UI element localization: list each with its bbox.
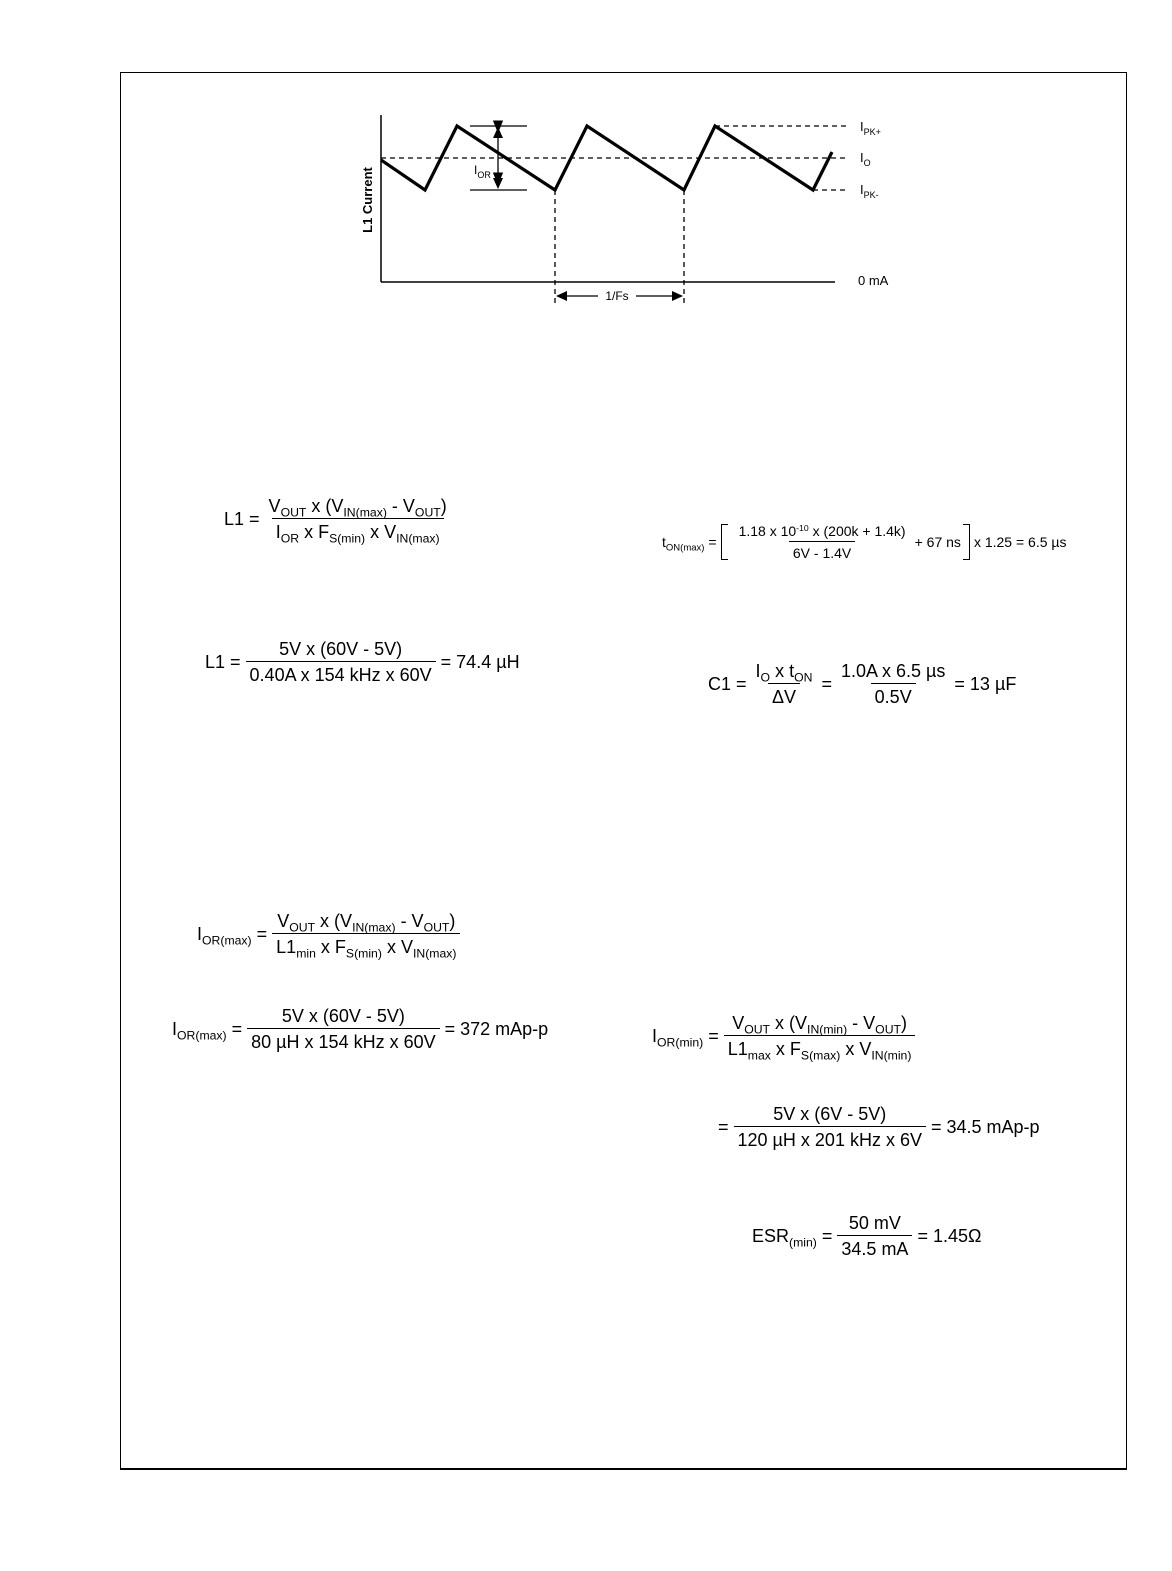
eq-ior-max-numeric: $I_{OR(max)}$ = $\frac{\text{5V x (60V - 5V)}}{\text{80 µH x 154 kHz x 60V}}$ = 372 mAp-p xyxy=(172,1006,549,1052)
eq-ton-max: $t_{ON(max)}$ = $\frac{1.18 x 10^{-10} x (200k + 1.4k)}{6V - 1.4V}$ + 67 ns x 1.25 = 6.5 µs xyxy=(662,522,1067,561)
ipk-minus-label: $I_{PK-}$ xyxy=(860,182,879,200)
ior-arrow-head-down xyxy=(493,178,503,189)
period-arrow-head-left xyxy=(556,291,567,301)
ior-label: $I_{OR}$ xyxy=(474,163,491,180)
ior-arrow-head-up xyxy=(493,127,503,138)
ipk-plus-label: $I_{PK+}$ xyxy=(860,119,881,137)
l1-current-waveform xyxy=(0,0,1172,340)
eq-ior-min-numeric: = $\frac{\text{5V x (6V - 5V)}}{\text{120 µH x 201 kHz x 6V}}$ = 34.5 mAp-p xyxy=(718,1104,1040,1150)
io-label: $I_O$ xyxy=(860,150,871,168)
eq-ior-min-formula: $I_{OR(min)}$ = $\frac{V_{OUT} x (V_{IN(min)} - V_{OUT})}{L1_{max} x F_{S(max)} x V_{IN(min)}}$ xyxy=(652,1014,920,1058)
eq-l1-formula: L1 = $\frac{V_{OUT} x (V_{IN(max)} - V_{OUT})}{I_{OR} x F_{S(min)} x V_{IN(max)}}$ xyxy=(224,496,447,546)
eq-ior-max-formula: $I_{OR(max)}$ = $\frac{V_{OUT} x (V_{IN(max)} - V_{OUT})}{L1_{min} x F_{S(min)} x V_{IN(max)}}$ xyxy=(197,912,465,956)
eq-l1-numeric: L1 = $\frac{\text{5V x (60V - 5V)}}{\text{0.40A x 154 kHz x 60V}}$ = 74.4 µH xyxy=(205,639,520,685)
period-arrow-head-right xyxy=(672,291,683,301)
period-label: 1/Fs xyxy=(605,289,629,303)
eq-c1: C1 = $\frac{I_O x t_{ON}}{\Delta V}$ = $\frac{\text{1.0A x 6.5 µs}}{0.5V}$ = 13 µF xyxy=(708,661,1017,707)
eq-esr-min: $ESR_{(min)}$ = $\frac{50 mV}{34.5 mA}$ = 1.45Ω xyxy=(752,1213,982,1259)
zero-current-label: 0 mA xyxy=(858,273,889,288)
bottom-rule xyxy=(120,1468,1127,1470)
y-axis-label: L1 Current xyxy=(360,167,375,233)
